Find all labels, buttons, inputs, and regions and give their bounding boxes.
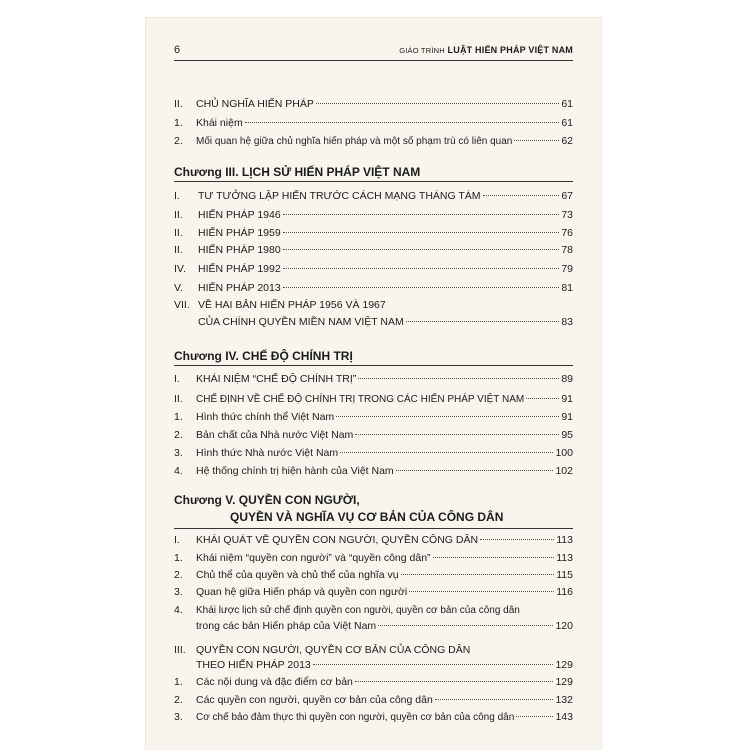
toc-page: 78 [561,244,573,256]
toc-entry [174,97,573,111]
toc-page: 76 [561,227,573,239]
toc-entry [174,464,573,478]
toc-text: Hình thức Nhà nước Việt Nam [196,447,339,459]
toc-number: II. [174,393,183,405]
toc-page: 61 [561,117,573,129]
toc-entry [174,262,573,276]
toc-text: Khái niệm [196,117,243,129]
toc-entry [174,603,573,617]
toc-entry [174,551,573,565]
dot-leader [516,716,553,717]
dot-leader [283,268,560,269]
toc-number: 1. [174,552,183,564]
toc-number: 3. [174,586,183,598]
toc-number: V. [174,282,183,294]
toc-text: Hệ thống chính trị hiện hành của Việt Nam [196,465,394,477]
dot-leader [336,416,559,417]
toc-text: Khái lược lịch sử chế định quyền con người, quyền cơ bản của công dân [196,605,520,616]
dot-leader [409,591,554,592]
toc-number: II. [174,98,183,110]
toc-entry [174,189,573,203]
toc-number: 4. [174,604,183,616]
dot-leader [483,195,560,196]
toc-page: 79 [561,263,573,275]
toc-text: Mối quan hệ giữa chủ nghĩa hiến pháp và một số phạm trù có liên quan [196,136,513,147]
toc-page: 89 [561,373,573,385]
toc-page: 120 [555,620,573,632]
dot-leader [355,434,559,435]
toc-page: 61 [561,98,573,110]
toc-entry [174,643,573,657]
toc-page: 73 [561,209,573,221]
toc-entry [174,226,573,240]
dot-leader [401,574,555,575]
toc-text: HIẾN PHÁP 1980 [198,244,281,256]
chapter-divider [174,365,573,366]
toc-entry [174,693,573,707]
toc-page: 100 [555,447,573,459]
toc-entry [174,533,573,547]
toc-text: HIẾN PHÁP 1992 [198,263,281,275]
dot-leader [406,321,560,322]
dot-leader [313,664,554,665]
toc-entry [174,446,573,460]
toc-text: KHÁI NIỆM “CHẾ ĐỘ CHÍNH TRỊ” [196,373,357,385]
dot-leader [283,232,560,233]
toc-entry [174,134,573,148]
chapter-5-title-line2: QUYỀN VÀ NGHĨA VỤ CƠ BẢN CỦA CÔNG DÂN [230,510,504,524]
toc-entry [174,568,573,582]
toc-entry [174,710,573,724]
toc-text: CHẾ ĐỊNH VỀ CHẾ ĐỘ CHÍNH TRỊ TRONG CÁC HIẾN PHÁP VIỆT NAM [196,394,525,405]
chapter-4-title: Chương IV. CHẾ ĐỘ CHÍNH TRỊ [174,349,353,363]
toc-number: I. [174,190,180,202]
toc-number: 2. [174,569,183,581]
toc-text: TƯ TƯỞNG LẬP HIẾN TRƯỚC CÁCH MẠNG THÁNG TÁM [198,190,481,202]
toc-entry-continuation [174,619,573,633]
toc-page: 132 [555,694,573,706]
toc-text: Chủ thể của quyền và chủ thể của nghĩa vụ [196,569,399,581]
toc-text: Các quyền con người, quyền cơ bản của công dân [196,694,433,706]
dot-leader [316,103,559,104]
toc-page: 62 [561,135,573,147]
toc-page: 95 [561,429,573,441]
toc-page: 143 [555,711,573,723]
toc-number: I. [174,534,180,546]
toc-page: 67 [561,190,573,202]
dot-leader [435,699,554,700]
toc-entry [174,428,573,442]
toc-number: 4. [174,465,183,477]
toc-number: II. [174,227,183,239]
chapter-3-title: Chương III. LỊCH SỬ HIẾN PHÁP VIỆT NAM [174,165,421,179]
toc-text: Các nội dung và đặc điểm cơ bản [196,676,353,688]
running-title-main: LUẬT HIẾN PHÁP VIỆT NAM [447,45,573,55]
dot-leader [355,681,554,682]
dot-leader [396,470,554,471]
dot-leader [283,287,560,288]
toc-page: 91 [561,411,573,423]
page-number: 6 [174,44,181,56]
toc-number: 1. [174,117,183,129]
toc-entry [174,243,573,257]
toc-entry [174,281,573,295]
book-page [146,18,601,750]
dot-leader [433,557,555,558]
toc-number: 2. [174,135,183,147]
toc-entry [174,585,573,599]
toc-text: HIẾN PHÁP 2013 [198,282,281,294]
toc-number: II. [174,244,183,256]
toc-number: VII. [174,299,190,311]
toc-text: HIẾN PHÁP 1946 [198,209,281,221]
toc-text: KHÁI QUÁT VỀ QUYỀN CON NGƯỜI, QUYỀN CÔNG DÂN [196,534,479,546]
toc-number: 3. [174,711,183,723]
toc-text: CỦA CHÍNH QUYỀN MIỀN NAM VIỆT NAM [198,316,404,328]
toc-text: VỀ HAI BẢN HIẾN PHÁP 1956 VÀ 1967 [198,299,386,311]
dot-leader [378,625,553,626]
toc-page: 83 [561,316,573,328]
dot-leader [526,398,559,399]
toc-page: 102 [555,465,573,477]
toc-page: 129 [555,676,573,688]
toc-number: 2. [174,694,183,706]
toc-text: Bản chất của Nhà nước Việt Nam [196,429,354,441]
dot-leader [514,140,559,141]
dot-leader [340,452,553,453]
toc-number: III. [174,644,186,656]
chapter-divider [174,528,573,529]
toc-text: THEO HIẾN PHÁP 2013 [196,659,311,671]
toc-entry [174,675,573,689]
toc-number: 1. [174,676,183,688]
toc-text: QUYỀN CON NGƯỜI, QUYỀN CƠ BẢN CỦA CÔNG DÂN [196,644,471,656]
running-title-prefix: GIÁO TRÌNH [399,46,445,55]
dot-leader [283,249,560,250]
toc-text: HIẾN PHÁP 1959 [198,227,281,239]
toc-text: CHỦ NGHĨA HIẾN PHÁP [196,98,314,110]
dot-leader [358,378,559,379]
toc-text: Quan hệ giữa Hiến pháp và quyền con người [196,586,408,598]
chapter-divider [174,181,573,182]
toc-page: 113 [556,534,573,546]
dot-leader [283,214,560,215]
toc-entry [174,208,573,222]
toc-text: Hình thức chính thể Việt Nam [196,411,335,423]
toc-entry [174,298,573,312]
toc-entry [174,116,573,130]
toc-text: Khái niệm “quyền con người” và “quyền công dân” [196,552,431,564]
toc-text: Cơ chế bảo đảm thực thi quyền con người, quyền cơ bản của công dân [196,712,515,723]
toc-entry-continuation [174,315,573,329]
toc-page: 113 [556,552,573,564]
toc-number: II. [174,209,183,221]
toc-page: 91 [561,393,573,405]
dot-leader [245,122,560,123]
toc-number: IV. [174,263,186,275]
toc-page: 116 [556,586,573,598]
running-header [174,44,573,61]
toc-number: 2. [174,429,183,441]
toc-page: 81 [561,282,573,294]
running-title [399,45,573,55]
toc-page: 129 [555,659,573,671]
chapter-5-title-line1: Chương V. QUYỀN CON NGƯỜI, [174,493,360,507]
toc-entry [174,410,573,424]
toc-text: trong các bản Hiến pháp của Việt Nam [196,620,377,632]
toc-entry [174,372,573,386]
toc-page: 115 [556,569,573,581]
toc-number: 1. [174,411,183,423]
toc-number: I. [174,373,180,385]
toc-number: 3. [174,447,183,459]
toc-entry-continuation [174,658,573,672]
toc-entry [174,392,573,406]
dot-leader [480,539,554,540]
